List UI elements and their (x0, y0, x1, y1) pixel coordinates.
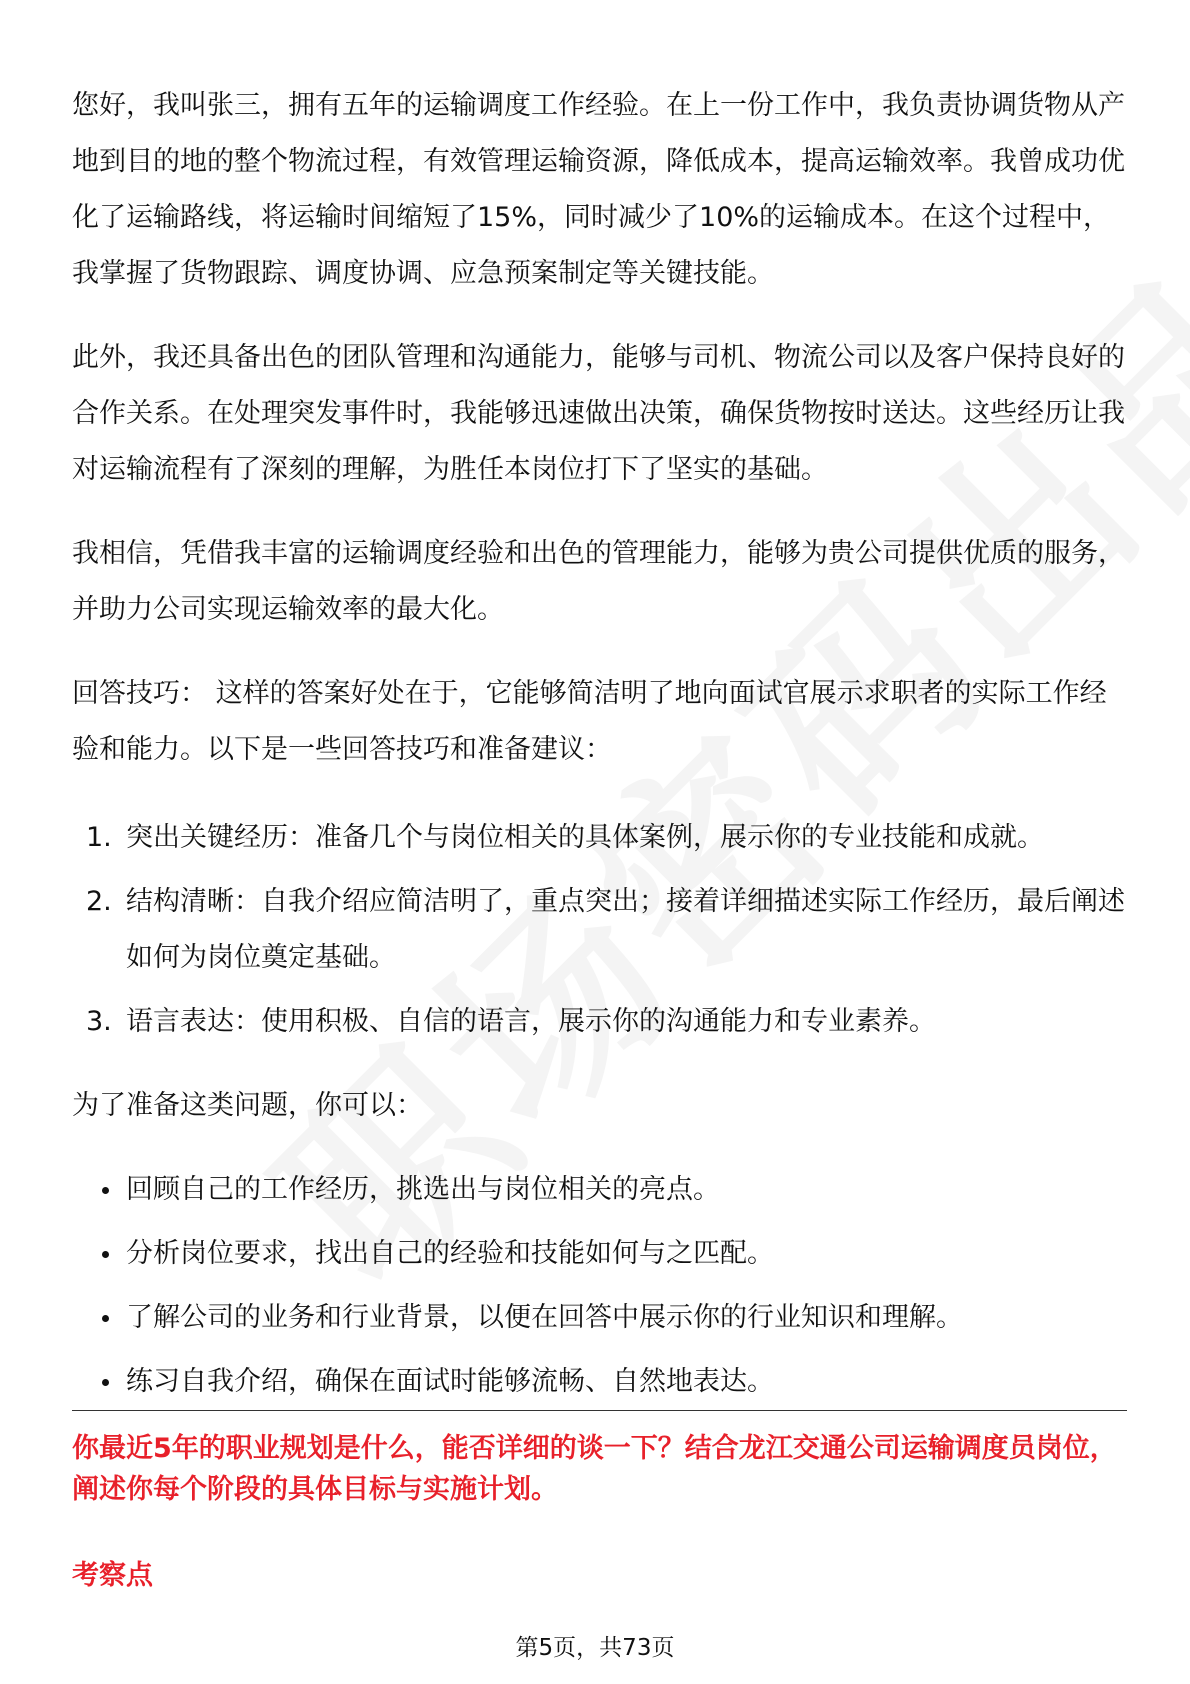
tips-intro: 回答技巧： 这样的答案好处在于，它能够简洁明了地向面试官展示求职者的实际工作经验和能力。以下是一些回答技巧和准备建议： (72, 678, 1107, 765)
answer-paragraph-2: 此外，我还具备出色的团队管理和沟通能力，能够与司机、物流公司以及客户保持良好的合作关系。在处理突发事件时，我能够迅速做出决策，确保货物按时送达。这些经历让我对运输流程有了深刻的理解，为胜任本岗位打下了坚实的基础。 (72, 342, 1125, 485)
answer-paragraph-3: 我相信，凭借我丰富的运输调度经验和出色的管理能力，能够为贵公司提供优质的服务，并助力公司实现运输效率的最大化。 (72, 538, 1125, 625)
list-item-text: 练习自我介绍，确保在面试时能够流畅、自然地表达。 (126, 1366, 774, 1397)
list-number: 3. (86, 1006, 112, 1037)
bullet-icon (102, 1379, 109, 1386)
prep-list-item (72, 1162, 1127, 1218)
list-item-text: 突出关键经历：准备几个与岗位相关的具体案例，展示你的专业技能和成就。 (126, 822, 1044, 853)
list-item-text: 回顾自己的工作经历，挑选出与岗位相关的亮点。 (126, 1174, 720, 1205)
list-item-text: 语言表达：使用积极、自信的语言，展示你的沟通能力和专业素养。 (126, 1006, 936, 1037)
list-item-text: 分析岗位要求，找出自己的经验和技能如何与之匹配。 (126, 1238, 774, 1269)
tips-list-item (72, 874, 1127, 986)
list-item-text: 结构清晰：自我介绍应简洁明了，重点突出；接着详细描述实际工作经历，最后阐述如何为岗位奠定基础。 (126, 886, 1125, 973)
prep-list (72, 1162, 1127, 1410)
prep-list-item (72, 1354, 1127, 1410)
bullet-icon (102, 1187, 109, 1194)
prep-intro: 为了准备这类问题，你可以： (72, 1090, 423, 1121)
tips-list (72, 810, 1127, 1050)
bullet-icon (102, 1251, 109, 1258)
page-number: 第5页，共73页 (515, 1635, 675, 1661)
answer-content (72, 78, 1127, 1438)
interview-question: 你最近5年的职业规划是什么，能否详细的谈一下？结合龙江交通公司运输调度员岗位，阐述你每个阶段的具体目标与实施计划。 (72, 1433, 1117, 1505)
prep-list-item (72, 1290, 1127, 1346)
list-item-text: 了解公司的业务和行业背景，以便在回答中展示你的行业知识和理解。 (126, 1302, 963, 1333)
list-number: 1. (86, 822, 112, 853)
tips-list-item (72, 994, 1127, 1050)
bullet-icon (102, 1315, 109, 1322)
tips-list-item (72, 810, 1127, 866)
section-heading: 考察点 (72, 1560, 153, 1591)
list-number: 2. (86, 886, 112, 917)
prep-list-item (72, 1226, 1127, 1282)
section-divider (72, 1410, 1127, 1411)
answer-paragraph-1: 您好，我叫张三，拥有五年的运输调度工作经验。在上一份工作中，我负责协调货物从产地到目的地的整个物流过程，有效管理运输资源，降低成本，提高运输效率。我曾成功优化了运输路线，将运输时间缩短了15%，同时减少了10%的运输成本。在这个过程中，我掌握了货物跟踪、调度协调、应急预案制定等关键技能。 (72, 90, 1125, 289)
